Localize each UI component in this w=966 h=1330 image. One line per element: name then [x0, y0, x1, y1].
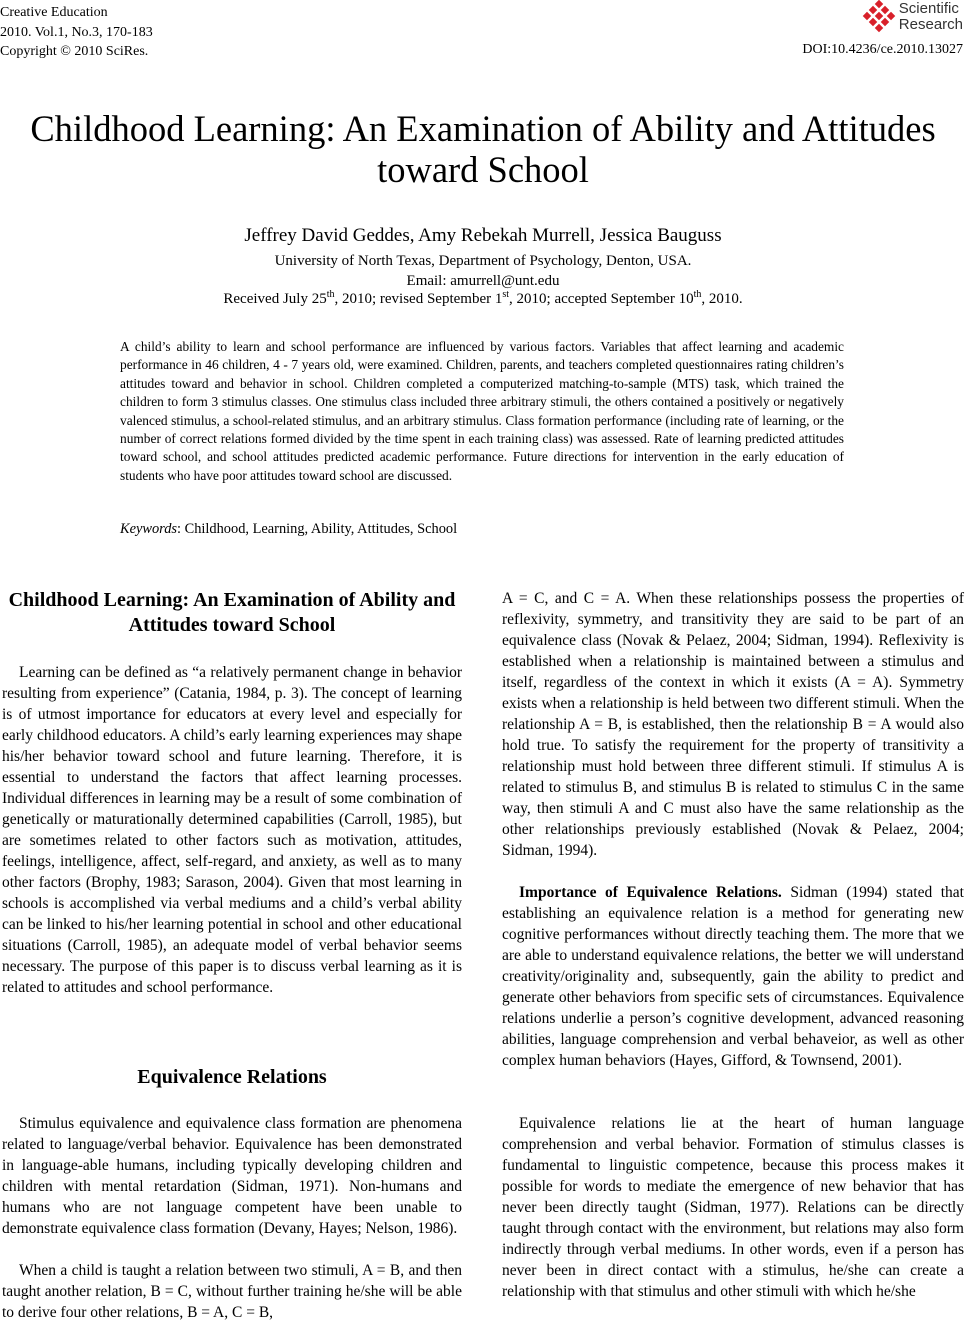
paper-title [0, 108, 966, 190]
received-part-2: , 2010; revised September 1 [334, 291, 503, 307]
paragraph-equivalence-2: When a child is taught a relation between two stimuli, A = B, and then taught another relation, B = C, without further training he/she will be able to derive four other relations, B = A, C = B, [2, 1262, 462, 1321]
paragraph-importance-text: Sidman (1994) stated that establishing an equivalence relation is a method for generating new cognitive performances without directly teaching them. The more that we are able to understand equivalence relations, the better we will understand creativity/originality and, subsequently, gain the ability to predict and generate other behaviors from specific sets of circumstances. Equivalence relations underlie a person’s cognitive development, advanced reasoning abilities, language comprehension and verbal behaveior, as well as other complex human behaviors (Hayes, Gifford, & Townsend, 2001). [502, 884, 964, 1069]
received-dates [0, 289, 966, 308]
keywords-label: Keywords [120, 521, 178, 537]
section-heading-equivalence: Equivalence Relations [137, 1066, 327, 1088]
doi: DOI:10.4236/ce.2010.13027 [802, 42, 963, 57]
subheading-importance: Importance of Equivalence Relations. [519, 884, 782, 901]
scientific-research-logo-icon [862, 0, 896, 34]
journal-name: Creative Education [0, 5, 108, 20]
keywords [120, 521, 457, 538]
logo-line-2: Research [898, 16, 963, 33]
journal-header [0, 3, 153, 62]
received-sup-1: th [326, 289, 335, 300]
received-sup-3: th [693, 289, 702, 300]
received-part-4: , 2010. [701, 291, 743, 307]
affiliation: University of North Texas, Department of Psychology, Denton, USA. [274, 253, 692, 269]
abstract: A child’s ability to learn and school performance are influenced by various factors. Variables that affect learning and academic performance in 46 children, 4 - 7 years old, were examined. Children, parents, and teachers completed questionnaires rating children’s attitudes toward and behavior in school. Children completed a computerized matching-to-sample (MTS) task, which trained the children to form 3 stimulus classes. One stimulus class included three arbitrary stimuli, the others contained a positively or negatively valenced stimulus, a school-related stimulus, and an arbitrary stimulus. Class formation performance (including rate of learning, or the number of correct relations formed divided by the time spent in each training class) was assessed. Rate of learning predicted attitudes toward school, and school attitudes predicted academic performance. Future directions for intervention in the early education of students who have poor attitudes toward school are discussed. [120, 339, 844, 483]
title-line-2: toward School [377, 149, 589, 190]
paragraph-equivalence-1: Stimulus equivalence and equivalence class formation are phenomena related to language/verbal behavior. Equivalence has been demonstrated in language-able humans, including typically developing children and children with mental retardation (Sidman, 1971). Non-humans and humans who are not language competent have been unable to demonstrate equivalence class formation (Devany, Hayes; Nelson, 1986). [2, 1115, 462, 1237]
paragraph-intro: Learning can be defined as “a relatively permanent change in behavior resulting from experience” (Catania, 1984, p. 3). The concept of learning is of utmost importance for educators at every level and especially for early childhood educators. A child’s early learning experiences may shape his/her behavior toward school and future learning. Therefore, it is essential to understand the factors that affect learning processes. Individual differences in learning may be a result of some combination of genetically or maturationally determined capabilities (Carroll, 1985), but are sometimes related to other factors such as motivation, attitudes, feelings, intelligence, affect, self-regard, and anxiety, as well as to many other factors (Brophy, 1983; Sarason, 2004). Given that most learning in schools is accomplished via verbal mediums and a child’s verbal ability can be linked to his/her learning potential in school and other educational situations (Carroll, 1985), an adequate model of verbal behavior seems necessary. The purpose of this paper is to discuss verbal learning as it is related to attitudes and school performance. [2, 664, 462, 996]
paragraph-importance [502, 882, 964, 1071]
email: Email: amurrell@unt.edu [406, 273, 560, 289]
title-line-1: Childhood Learning: An Examination of Ability and Attitudes [30, 108, 936, 149]
received-sup-2: st [502, 289, 510, 300]
section-heading-intro: Childhood Learning: An Examination of Ability and Attitudes toward School [8, 589, 456, 636]
journal-volume: 2010. Vol.1, No.3, 170-183 [0, 24, 153, 40]
publisher-logo [862, 0, 963, 34]
paragraph-properties: A = C, and C = A. When these relationships possess the properties of reflexivity, symmetry, and transitivity they are said to be part of an equivalence class (Novak & Pelaez, 2004; Sidman, 1994). Reflexivity is established when a relationship is maintained between a stimulus and itself, regardless of the context in which it exists (A = A). Symmetry exists when a relationship is held between two different stimuli. When the relationship A = B, is established, then the relationship B = A would also hold true. To satisfy the requirement for the property of transitivity a relationship must hold between three different stimuli. If stimulus A is related to stimulus B, and stimulus B is related to stimulus C in the same way, then stimuli A and C must also have the same relationship as the other relationships previously established (Novak & Pelaez, 2004; Sidman, 1994). [502, 590, 964, 859]
received-part-3: , 2010; accepted September 10 [509, 291, 694, 307]
logo-line-1: Scientific [898, 0, 959, 17]
keywords-list: : Childhood, Learning, Ability, Attitudes, School [177, 521, 458, 537]
received-part-1: Received July 25 [223, 291, 327, 307]
authors: Jeffrey David Geddes, Amy Rebekah Murrell, Jessica Bauguss [244, 225, 722, 246]
affiliation-block [0, 251, 966, 291]
copyright: Copyright © 2010 SciRes. [0, 44, 149, 59]
paragraph-language: Equivalence relations lie at the heart of human language comprehension and verbal behavior. Formation of stimulus classes is fundamental to linguistic competence, because this process makes it possible for words to mediate the emergence of new behavior that has never been directly taught (Sidman, 1977). Relations can be directly taught through contact with the environment, but relations may also form indirectly through verbal mediums. In other words, even if a person has never been in direct contact with a stimulus, he/she can create a relationship with that stimulus and other stimuli with which he/she [502, 1115, 964, 1300]
